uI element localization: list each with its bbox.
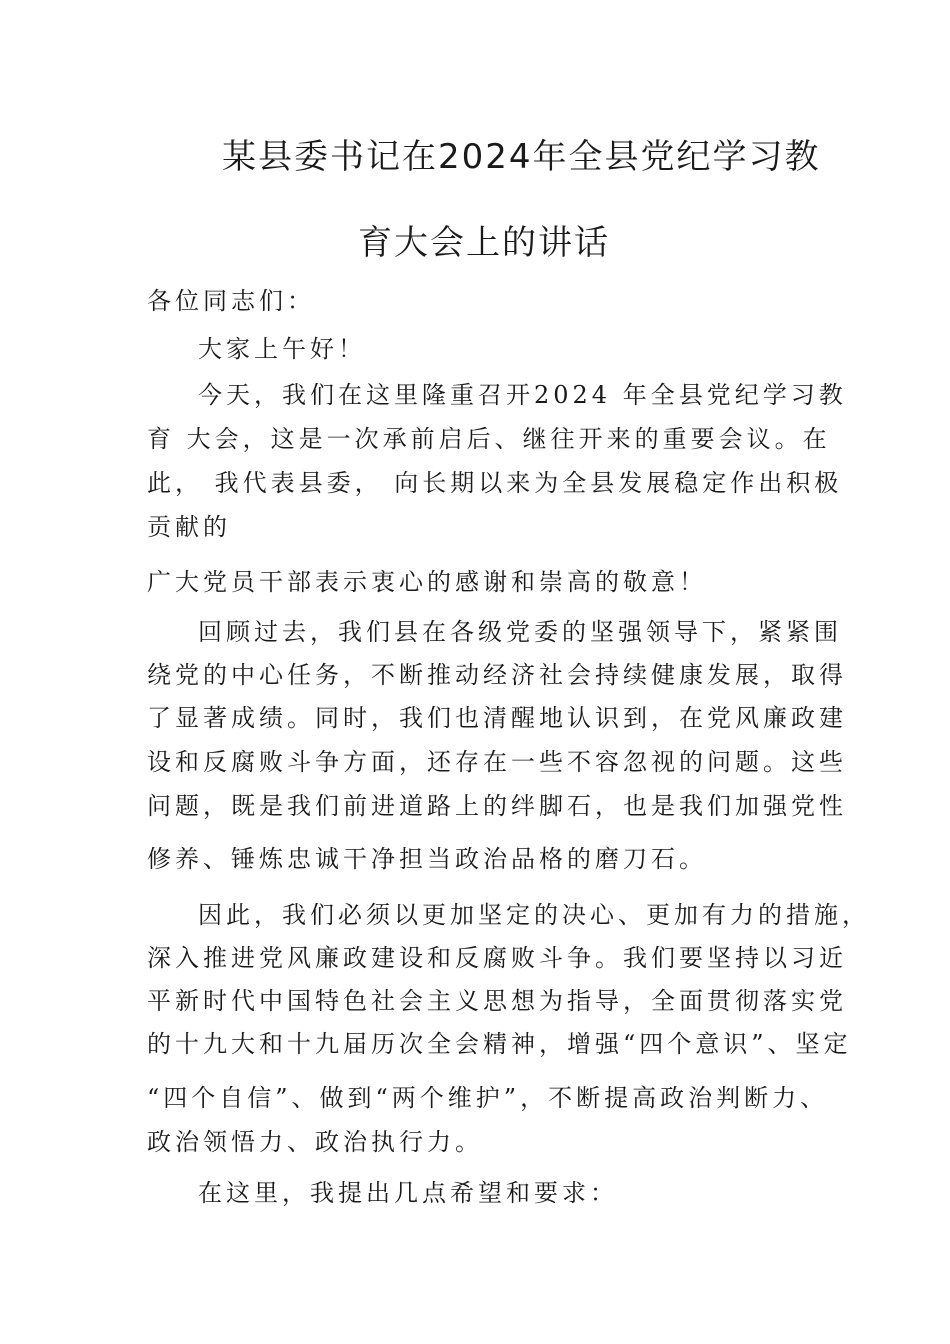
body-line: 因此，我们必须以更加坚定的决心、更加有力的措施，	[198, 901, 870, 929]
salutation: 各位同志们：	[147, 287, 315, 315]
body-line: 了显著成绩。同时，我们也清醒地认识到，在党风廉政建	[147, 704, 847, 732]
body-line: 政治领悟力、政治执行力。	[147, 1128, 483, 1156]
body-line: 回顾过去，我们县在各级党委的坚强领导下，紧紧围	[198, 618, 842, 646]
body-line: 问题，既是我们前进道路上的绊脚石，也是我们加强党性	[147, 792, 847, 820]
body-line: 绕党的中心任务，不断推动经济社会持续健康发展，取得	[147, 661, 847, 689]
body-line: 的十九大和十九届历次全会精神，增强“四个意识”、坚定	[147, 1030, 852, 1058]
document-title-line-2: 育大会上的讲话	[358, 223, 610, 263]
document-title-line-1: 某县委书记在2024年全县党纪学习教	[222, 137, 821, 177]
body-line: 深入推进党风廉政建设和反腐败斗争。我们要坚持以习近	[147, 944, 847, 972]
body-line: 平新时代中国特色社会主义思想为指导，全面贯彻落实党	[147, 987, 847, 1015]
greeting: 大家上午好！	[198, 335, 366, 363]
body-line: “四个自信”、做到“两个维护”，不断提高政治判断力、	[147, 1084, 829, 1112]
body-line: 广大党员干部表示衷心的感谢和崇高的敬意！	[147, 568, 707, 596]
body-line: 修养、锤炼忠诚干净担当政治品格的磨刀石。	[147, 845, 707, 873]
body-line: 此， 我代表县委， 向长期以来为全县发展稳定作出积极	[147, 469, 843, 497]
body-line: 设和反腐败斗争方面，还存在一些不容忽视的问题。这些	[147, 748, 847, 776]
body-line: 在这里，我提出几点希望和要求：	[198, 1179, 618, 1207]
body-line: 贡献的	[147, 513, 231, 541]
body-line: 育 大会，这是一次承前启后、继往开来的重要会议。在	[147, 425, 831, 453]
body-line: 今天，我们在这里隆重召开2024 年全县党纪学习教	[198, 381, 847, 409]
